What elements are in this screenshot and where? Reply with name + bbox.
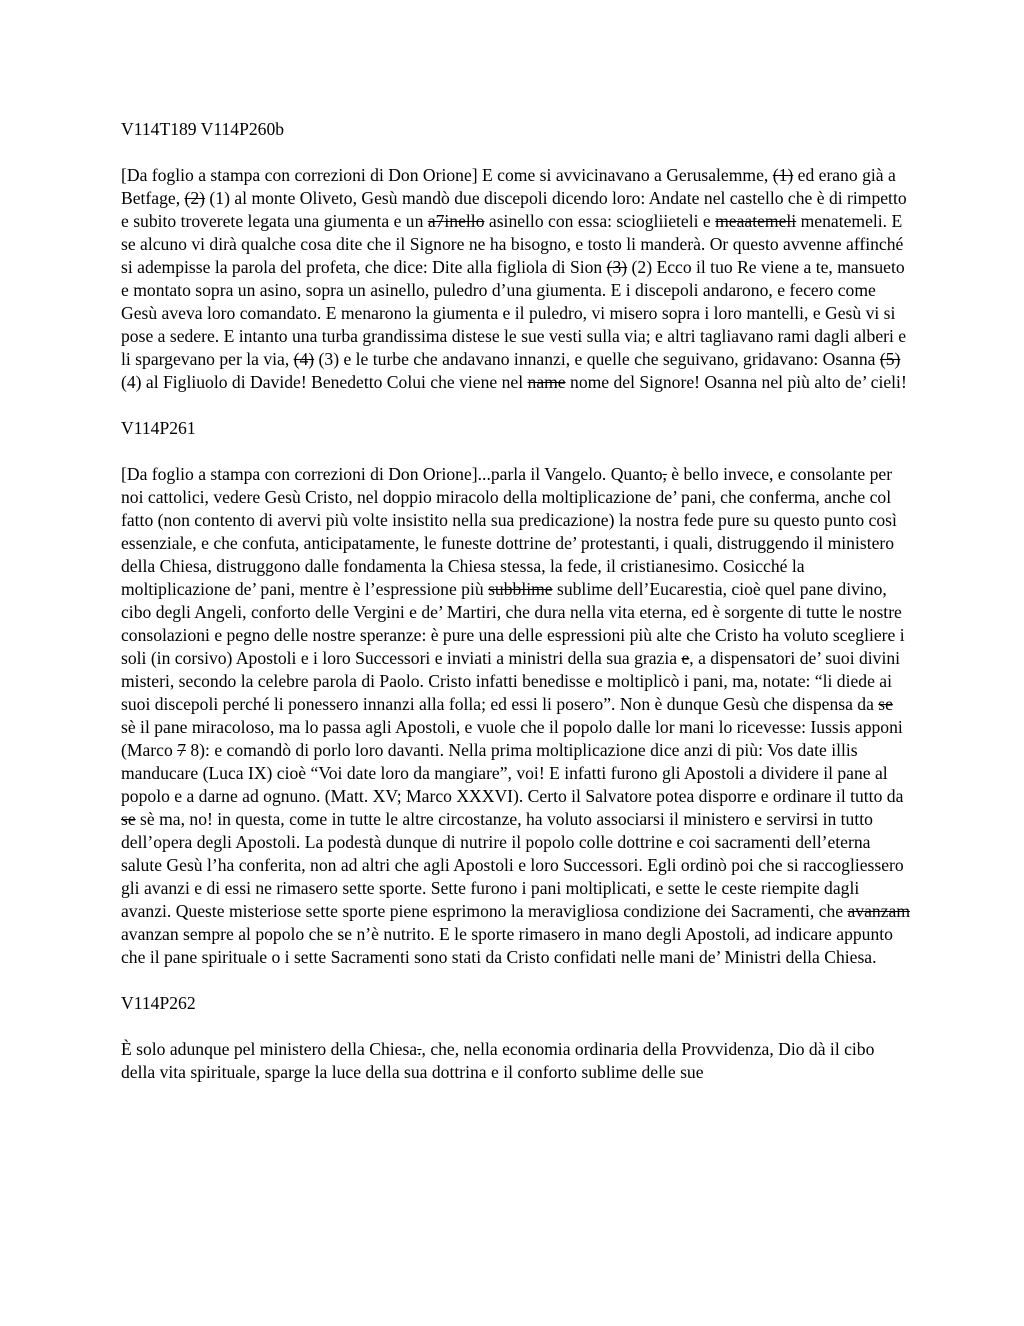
text-segment: avanzan sempre al popolo che se n’è nutrito. E le sporte rimasero in mano degli Apostoli, ad indicare appunto che il pane spirituale o i sette Sacramenti sono stati da Cristo confidati nelle mani de’ Ministri della Chiesa. [121,924,893,967]
text-segment: menatemeli. E se alcuno vi dirà qualche cosa dite che il Signore ne ha bisogno, e tosto li manderà. Or questo avvenne affinché si adempisse la parola del profeta, che dice: Dite alla figliola di Sion [121,211,904,277]
text-segment: asinello con essa: sciogliieteli e [484,211,716,231]
text-segment: sè ma, no! in questa, come in tutte le altre circostanze, ha voluto associarsi il ministero e servirsi in tutto dell’opera degli Apostoli. La podestà dunque di nutrire il popolo colle dottrine e coi sacramenti dell’eterna salute Gesù l’ha conferita, non ad altri che agli Apostoli e loro Successori. Egli ordinò poi che si raccogliessero gli avanzi e di essi ne rimasero sette sporte. Sette furono i pani moltiplicati, e sette le ceste riempite dagli avanzi. Queste misteriose sette sporte piene esprimono la meravigliosa condizione dei Sacramenti, che [121,809,904,921]
text-segment: (1) al monte Oliveto, Gesù mandò due discepoli dicendo loro: Andate nel castello che è di rimpetto e subito troverete legata una giumenta e un [121,188,907,231]
deleted-text: meaatemeli [715,211,797,231]
paragraph-2 [121,463,911,969]
deleted-text: a7inello [427,211,485,231]
paragraph-1 [121,164,911,394]
deleted-text: name [527,372,566,392]
deleted-text: se [878,694,893,714]
deleted-text: subblime [488,579,553,599]
text-segment: , che, nella economia ordinaria della Provvidenza, Dio dà il cibo della vita spirituale, sparge la luce della sua dottrina e il conforto sublime delle sue [121,1039,875,1082]
deleted-text: e [681,648,690,668]
deleted-text: . [417,1039,422,1059]
text-segment: (3) e le turbe che andavano innanzi, e quelle che seguivano, gridavano: Osanna [314,349,880,369]
text-segment: 8): e comandò di porlo loro davanti. Nella prima moltiplicazione dice anzi di più: Vos date illis manducare (Luca IX) cioè “Voi date loro da mangiare”, voi! E infatti furono gli Apostoli a dividere il pane al popolo e a darne ad ognuno. (Matt. XV; Marco XXXVI). Certo il Salvatore potea disporre e ordinare il tutto da [121,740,904,806]
deleted-text: , [662,464,667,484]
deleted-text: (1) [772,165,794,185]
deleted-text: 7 [177,740,186,760]
deleted-text: (2) [184,188,206,208]
deleted-text: se [121,809,136,829]
text-segment: È solo adunque pel ministero della Chiesa [121,1039,418,1059]
text-segment: nome del Signore! Osanna nel più alto de’ cieli! [565,372,907,392]
text-segment: è bello invece, e consolante per noi cattolici, vedere Gesù Cristo, nel doppio miracolo della moltiplicazione de’ pani, che conferma, anche col fatto (non contento di avervi più volte insistito nella sua predicazione) la nostra fede pure su questo punto così essenziale, e che confuta, anticipatamente, le funeste dottrine de’ protestanti, i quali, distruggendo il ministero della Chiesa, distruggono dalle fondamenta la Chiesa stessa, la fede, il cristianesimo. Cosicché la moltiplicazione de’ pani, mentre è l’espressione più [121,464,897,599]
text-segment: [Da foglio a stampa con correzioni di Don Orione]...parla il Vangelo. Quanto [121,464,663,484]
text-segment: sè il pane miracoloso, ma lo passa agli Apostoli, e vuole che il popolo dalle lor mani lo ricevesse: Iussis apponi (Marco [121,717,903,760]
text-segment: , a dispensatori de’ suoi divini misteri, secondo la celebre parola di Paolo. Cristo infatti benedisse e moltiplicò i pani, ma, notate: “li diede ai suoi discepoli perché li ponessero innanzi alla folla; ed essi li posero”. Non è dunque Gesù che dispensa da [121,648,901,714]
deleted-text: (5) [879,349,901,369]
text-segment: [Da foglio a stampa con correzioni di Don Orione] E come si avvicinavano a Gerusalemme, [121,165,773,185]
page-heading-1 [121,118,911,141]
deleted-text: (3) [606,257,628,277]
page-heading-2 [121,417,911,440]
paragraph-3 [121,1038,911,1084]
deleted-text: avanzam [847,901,910,921]
text-segment: V114P261 [121,418,196,438]
text-segment: (2) Ecco il tuo Re viene a te, mansueto e montato sopra un asino, sopra un asinello, puledro d’una giumenta. E i discepoli andarono, e fecero come Gesù aveva loro comandato. E menarono la giumenta e il puledro, vi misero sopra i loro mantelli, e Gesù vi si pose a sedere. E intanto una turba grandissima distese le sue vesti sulla via; e altri tagliavano rami dagli alberi e li spargevano per la via, [121,257,907,369]
text-segment: sublime dell’Eucarestia, cioè quel pane divino, cibo degli Angeli, conforto delle Vergini e de’ Martiri, che dura nella vita eterna, ed è sorgente di tutte le nostre consolazioni e pegno delle nostre speranze: è pure una delle espressioni più alte che Cristo ha voluto scegliere i soli (in corsivo) Apostoli e i loro Successori e inviati a ministri della sua grazia [121,579,905,668]
deleted-text: (4) [293,349,315,369]
text-segment: (4) al Figliuolo di Davide! Benedetto Colui che viene nel [121,372,528,392]
text-segment: V114T189 V114P260b [121,119,285,139]
page-heading-3 [121,992,911,1015]
text-segment: V114P262 [121,993,196,1013]
document-page [121,118,911,1107]
text-segment: ed erano già a Betfage, [121,165,896,208]
